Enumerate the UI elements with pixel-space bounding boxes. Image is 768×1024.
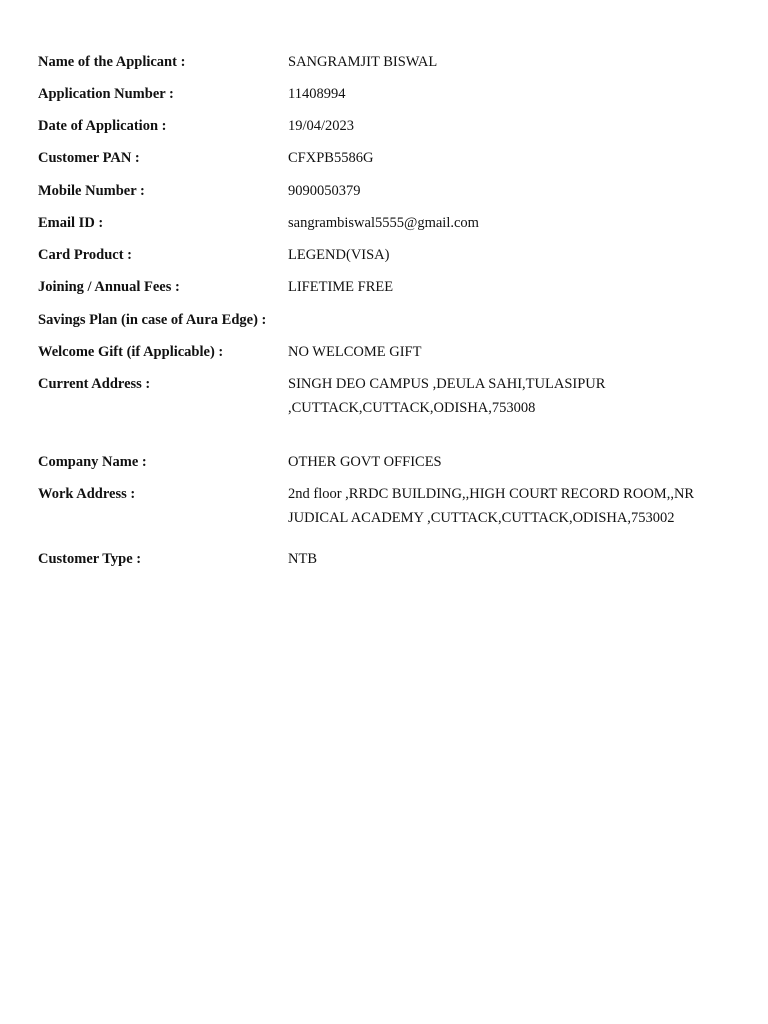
field-label: Application Number : <box>38 86 174 102</box>
field-label: Customer PAN : <box>38 150 140 166</box>
field-value: SINGH DEO CAMPUS ,DEULA SAHI,TULASIPUR ,CUTTACK,CUTTACK,ODISHA,753008 <box>288 376 606 416</box>
field-value: NO WELCOME GIFT <box>288 344 422 360</box>
field-label: Card Product : <box>38 247 132 263</box>
field-label: Date of Application : <box>38 118 167 134</box>
field-value: 11408994 <box>288 86 346 102</box>
field-label: Email ID : <box>38 215 104 231</box>
field-value: LIFETIME FREE <box>288 279 394 295</box>
field-label: Welcome Gift (if Applicable) : <box>38 344 224 360</box>
field-label: Joining / Annual Fees : <box>38 279 180 295</box>
field-value: NTB <box>288 551 317 567</box>
field-value: 19/04/2023 <box>288 118 355 134</box>
field-label: Mobile Number : <box>38 183 145 199</box>
field-value: 2nd floor ,RRDC BUILDING,,HIGH COURT RECORD ROOM,,NR JUDICAL ACADEMY ,CUTTACK,CUTTACK,ODISHA,753002 <box>288 486 695 526</box>
field-value: LEGEND(VISA) <box>288 247 390 263</box>
field-value: sangrambiswal5555@gmail.com <box>288 215 479 231</box>
field-label: Savings Plan (in case of Aura Edge) : <box>38 312 267 328</box>
field-value: SANGRAMJIT BISWAL <box>288 54 438 70</box>
field-label: Current Address : <box>38 376 151 392</box>
field-value: OTHER GOVT OFFICES <box>288 454 442 470</box>
field-label: Name of the Applicant : <box>38 54 186 70</box>
field-value: CFXPB5586G <box>288 150 374 166</box>
field-label: Company Name : <box>38 454 147 470</box>
field-value: 9090050379 <box>288 183 361 199</box>
field-label: Customer Type : <box>38 551 142 567</box>
field-label: Work Address : <box>38 486 136 502</box>
